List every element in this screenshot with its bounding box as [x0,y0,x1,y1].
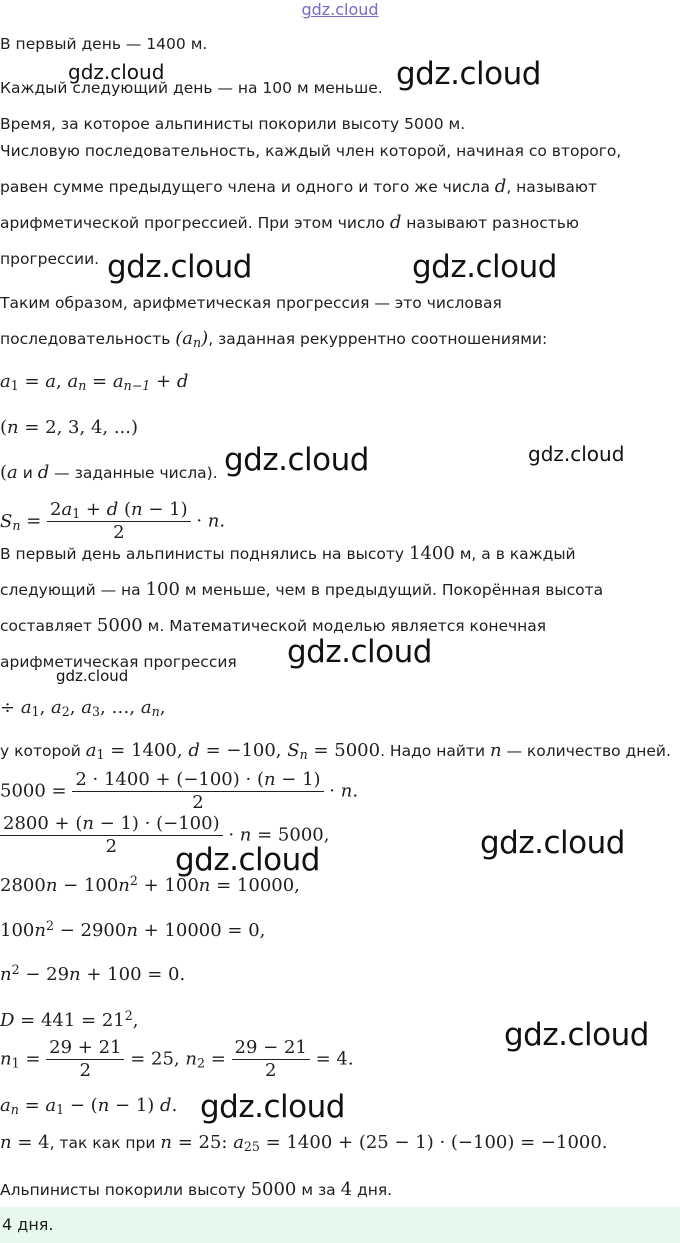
text-fragment: называют разностью [401,214,579,232]
watermark: gdz.cloud [68,60,165,84]
text-fragment: м за [296,1181,341,1199]
text-fragment: , заданная рекуррентно соотношениями: [208,330,548,348]
text-fragment: у которой [0,742,86,760]
number: 5000 [96,615,143,636]
text-line [0,580,603,600]
number: 1400 [409,543,455,564]
watermark: gdz.cloud [396,56,541,92]
text-line: у которой $a_1 = 1400$, d = −100, $S_n = 5000$. Надо найти n — количество дней. [0,740,671,762]
answer-box [0,1207,680,1243]
math-d: d [37,462,50,483]
math-an: $(a_n)$ [175,328,209,350]
text-line [0,177,597,197]
formula-discriminant: $D = 441 = 21^2$, [0,1008,139,1031]
formula-step3: $2800n - 100n^2 + 100n = 10000$, [0,873,300,896]
math-n: n [489,740,502,761]
text-fragment: м. Математической моделью является конечная [142,617,547,635]
formula-step1: 5000 = $\frac{2 \cdot 1400 + (-100) \cdot (n - 1)}{2}$ · n. [0,769,359,813]
formula-roots: $n_1$ = $\frac{29 + 21}{2}$ = 25, $n_2$ = $\frac{29 - 21}{2}$ = 4. [0,1037,354,1081]
text-line [0,213,579,233]
text-line [0,329,547,349]
text-line: арифметическая прогрессия [0,653,237,671]
text-fragment: — количество дней. [501,742,671,760]
formula-step2: $\frac{2800 + (n - 1) \cdot (-100)}{2}$ · n = 5000, [0,814,329,857]
watermark: gdz.cloud [287,634,432,670]
text-fragment: составляет [0,617,97,635]
math-a: a [7,462,18,483]
text-fragment: м, а в каждый [454,545,576,563]
answer-text: 4 дня. [2,1215,54,1234]
watermark: gdz.cloud [200,1089,345,1125]
text-line: n = 4, так как при n = 25: $a_{25} = 1400 + (25 - 1) \cdot (-100) = -1000$. [0,1132,608,1154]
number: 100 [145,579,180,600]
text-line [0,616,546,636]
formula-recurrence: $a_1 = a$, $a_n = a_{n-1} + d$ [0,371,189,393]
text-line: Время, за которое альпинисты покорили высоту 5000 м. [0,115,466,133]
watermark: gdz.cloud [107,249,252,285]
text-fragment: — заданные числа). [49,464,218,482]
text-fragment: м меньше, чем в предыдущий. Покорённая высота [179,581,604,599]
formula-step4: $100n^2 - 2900n + 10000 = 0$, [0,918,266,941]
watermark: gdz.cloud [175,842,320,878]
text-line: В первый день — 1400 м. [0,35,208,53]
number: 5000 [250,1179,297,1200]
text-line: Числовую последовательность, каждый член которой, начиная со второго, [0,142,622,160]
watermark: gdz.cloud [56,667,129,685]
text-line [0,1180,392,1200]
text-fragment: арифметической прогрессией. При этом число [0,214,390,232]
text-fragment: следующий — на [0,581,146,599]
watermark: gdz.cloud [528,442,625,466]
formula-step5: $n^2 - 29n + 100 = 0$. [0,962,186,985]
formula-progression: ÷ $a_1$, $a_2$, $a_3$, …, $a_n$, [0,697,166,719]
text-fragment: и [17,464,38,482]
watermark: gdz.cloud [224,442,369,478]
text-line [0,544,576,564]
text-fragment: дня. [352,1181,393,1199]
top-watermark-link[interactable]: gdz.cloud [301,0,379,19]
watermark: gdz.cloud [504,1017,649,1053]
text-fragment: последовательность [0,330,176,348]
watermark: gdz.cloud [412,249,557,285]
text-fragment: равен сумме предыдущего члена и одного и того же числа [0,178,495,196]
formula-range: (n = 2, 3, 4, ...) [0,417,139,438]
text-line: Таким образом, арифметическая прогрессия — это числовая [0,294,502,312]
text-fragment: , называют [506,178,597,196]
text-line: Каждый следующий день — на 100 м меньше. [0,79,383,97]
number: 4 [340,1179,353,1200]
text-fragment: В первый день альпинисты поднялись на высоту [0,545,409,563]
text-fragment: Альпинисты покорили высоту [0,1181,251,1199]
text-fragment: , так как при [49,1134,161,1152]
math-d: d [494,176,507,197]
watermark: gdz.cloud [480,825,625,861]
text-line: прогрессии. [0,250,100,268]
math-d: d [389,212,402,233]
formula-sum: $S_n$ = $\frac{2a_1 + d (n - 1)}{2}$ · n. [0,499,226,543]
text-fragment: . Надо найти [380,742,490,760]
text-line: (a и d — заданные числа). [0,462,218,483]
formula-nth-term: $a_n = a_1 - (n - 1)$ d. [0,1095,178,1117]
